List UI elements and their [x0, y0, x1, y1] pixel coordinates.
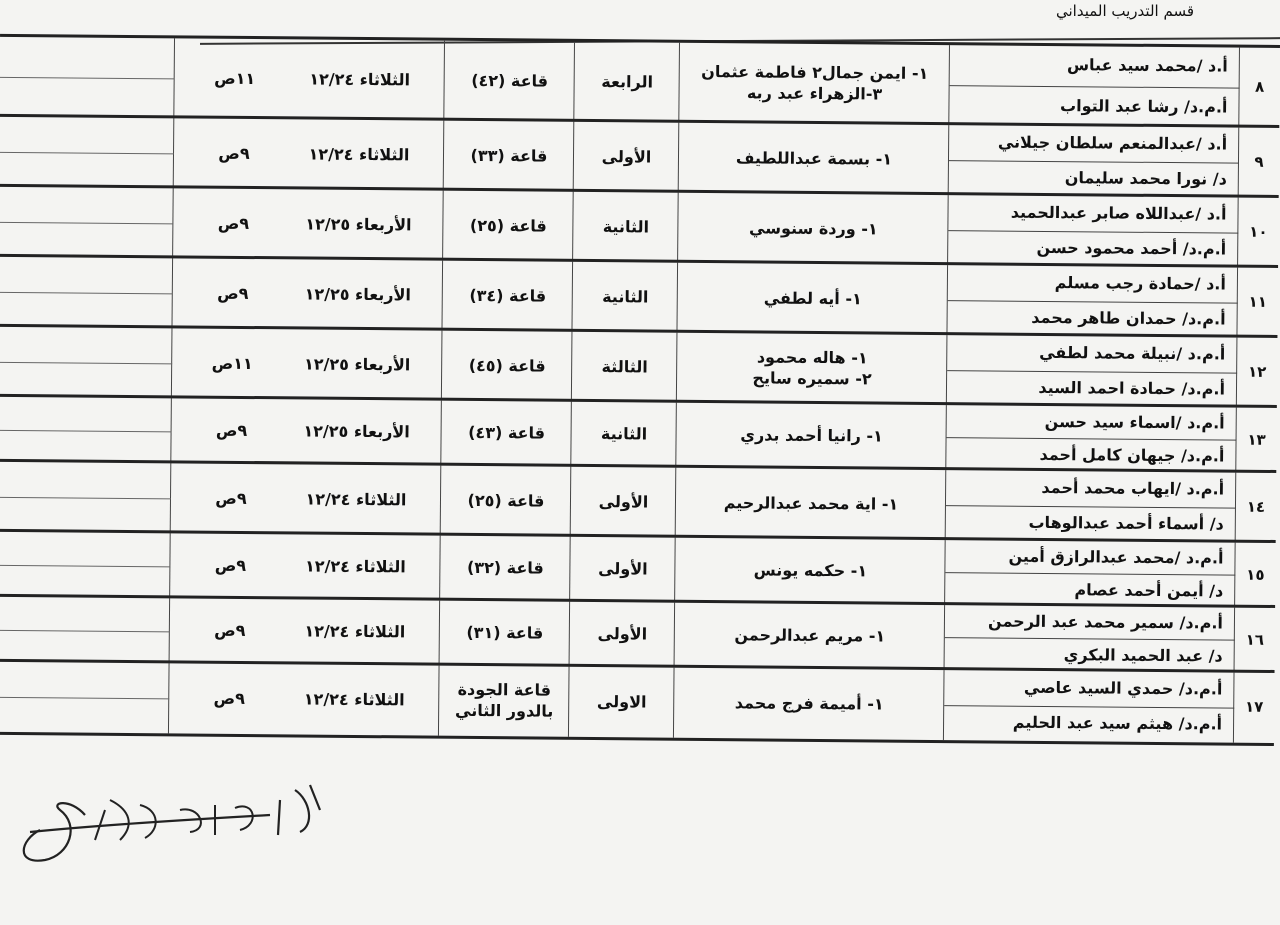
signature [10, 770, 340, 880]
row-number: ١٠ [1237, 198, 1279, 268]
room-cell [441, 261, 573, 332]
level-cell: الأولى [573, 122, 680, 193]
date-time-cell [173, 118, 445, 190]
table-row [0, 659, 1275, 746]
exam-time: ١١ص [211, 353, 253, 373]
blank-cell [0, 37, 175, 119]
supervisors-cell [948, 125, 1240, 198]
exam-day: الثلاثاء ١٢/٢٤ [304, 556, 406, 577]
exam-day: الثلاثاء ١٢/٢٤ [308, 144, 410, 165]
student-line-1: ١- ايمن جمال٢ فاطمة عثمان [701, 62, 929, 84]
students-cell [675, 468, 947, 540]
student-line-1: ١- وردة سنوسي [749, 217, 878, 239]
supervisors-cell [948, 45, 1240, 128]
level-cell: الثالثة [571, 332, 678, 403]
students-cell [674, 603, 946, 670]
date-time-cell [169, 533, 441, 600]
date-time-cell [171, 258, 443, 330]
date-time-cell [168, 663, 440, 735]
blank-cell [0, 397, 172, 464]
table-row [0, 34, 1280, 128]
exam-time: ٩ص [213, 688, 245, 708]
blank-cell [0, 117, 174, 189]
room-cell [443, 121, 575, 192]
supervisor-2: د/ أيمن أحمد عصام [945, 572, 1235, 608]
room-line-1: قاعة (٢٥) [467, 490, 545, 511]
supervisor-1: أ.م.د /ايهاب محمد أحمد [1041, 477, 1225, 499]
students-cell [675, 403, 947, 470]
supervisor-1: أ.د /محمد سيد عباس [1066, 55, 1228, 76]
date-time-cell [172, 188, 444, 260]
student-line-1: ١- هاله محمود [756, 347, 868, 368]
supervisors-cell [944, 605, 1236, 673]
exam-day: الثلاثاء ١٢/٢٤ [303, 689, 405, 709]
room-line-1: قاعة (٤٥) [468, 355, 546, 376]
room-cell [439, 536, 571, 602]
supervisors-cell [944, 540, 1236, 608]
room-line-1: قاعة (٢٥) [469, 215, 547, 236]
supervisor-1: أ.م.د/ سمير محمد عبد الرحمن [988, 611, 1224, 633]
exam-time: ٩ص [214, 620, 246, 641]
room-line-1: قاعة (٤٣) [468, 423, 546, 443]
room-cell [440, 401, 572, 467]
supervisor-1: أ.م.د /نبيلة محمد لطفي [1039, 342, 1226, 364]
exam-time: ٩ص [215, 420, 248, 441]
supervisor-2: أ.م.د/ أحمد محمود حسن [948, 230, 1238, 268]
exam-time: ٩ص [217, 213, 250, 233]
row-number: ١٧ [1233, 673, 1275, 743]
blank-cell [0, 187, 174, 259]
level-cell: الثانية [572, 192, 679, 263]
supervisor-2: أ.م.د/ هيثم سيد عبد الحليم [944, 705, 1234, 743]
students-cell [677, 193, 949, 265]
supervisors-cell [943, 670, 1235, 743]
students-cell [678, 123, 950, 195]
room-line-1: قاعة (٣٤) [469, 285, 547, 306]
level-cell: الأولى [569, 602, 676, 668]
exam-time: ٩ص [218, 143, 250, 163]
row-number: ١٢ [1236, 338, 1278, 408]
supervisors-cell [945, 470, 1237, 543]
supervisor-2: أ.م.د/ حمادة احمد السيد [947, 370, 1237, 408]
supervisor-1: أ.م.د/ حمدي السيد عاصي [1023, 677, 1223, 699]
blank-cell [0, 597, 170, 664]
students-cell [676, 333, 948, 405]
supervisors-cell [947, 195, 1239, 268]
row-number: ١٦ [1234, 608, 1276, 673]
exam-time: ١١ص [214, 68, 256, 88]
date-time-cell [173, 38, 445, 120]
supervisor-1: أ.د /حمادة رجب مسلم [1054, 272, 1226, 294]
level-cell: الثانية [570, 402, 677, 468]
row-number: ١٣ [1235, 408, 1277, 473]
supervisors-cell [945, 405, 1237, 473]
exam-day: الثلاثاء ١٢/٢٤ [305, 489, 407, 509]
level-cell: الثانية [571, 262, 678, 333]
room-cell [441, 331, 573, 402]
exam-day: الثلاثاء ١٢/٢٤ [304, 621, 406, 642]
room-line-1: قاعة (٣١) [466, 623, 544, 643]
page-header [894, 2, 1194, 20]
exam-day: الأربعاء ١٢/٢٥ [304, 284, 412, 305]
schedule-table [0, 34, 1280, 760]
student-line-1: ١- أيه لطفي [763, 288, 862, 308]
supervisor-2: أ.م.د/ رشا عبد التواب [949, 85, 1239, 128]
blank-cell [0, 462, 171, 534]
students-cell [676, 263, 948, 335]
row-number: ١٤ [1235, 473, 1277, 543]
exam-day: الأربعاء ١٢/٢٥ [303, 421, 410, 442]
room-cell [439, 601, 571, 667]
level-cell: الأولى [570, 467, 677, 538]
supervisor-1: أ.د /عبدالمنعم سلطان جيلاني [997, 132, 1228, 154]
students-cell [674, 538, 946, 605]
exam-time: ٩ص [214, 555, 247, 576]
student-line-1: ١- مريم عبدالرحمن [734, 625, 886, 646]
room-line-1: قاعة (٣٣) [470, 145, 548, 166]
date-time-cell [171, 328, 443, 400]
row-number: ١٥ [1234, 543, 1276, 608]
room-cell [442, 191, 574, 262]
exam-day: الثلاثاء ١٢/٢٤ [309, 69, 411, 90]
supervisor-2: د/ عبد الحميد البكري [945, 637, 1235, 673]
room-cell [440, 466, 572, 537]
room-line-1: قاعة (٤٢) [471, 70, 549, 91]
room-line-2: بالدور الثاني [454, 700, 554, 721]
exam-day: الأربعاء ١٢/٢٥ [303, 354, 411, 375]
blank-cell [0, 532, 171, 599]
room-cell [438, 666, 570, 737]
room-line-1: قاعة (٣٢) [466, 558, 544, 578]
supervisor-1: أ.م.د /اسماء سيد حسن [1044, 411, 1225, 433]
supervisor-1: أ.م.د /محمد عبدالرازق أمين [1008, 546, 1224, 568]
exam-day: الأربعاء ١٢/٢٥ [305, 214, 412, 235]
student-line-1: ١- اية محمد عبدالرحيم [723, 492, 899, 514]
room-line-1: قاعة الجودة [457, 680, 552, 700]
supervisor-2: د/ أسماء أحمد عبدالوهاب [946, 505, 1236, 543]
level-cell: الرابعة [573, 42, 680, 123]
date-time-cell [169, 598, 441, 665]
student-line-1: ١- رانيا أحمد بدري [740, 425, 883, 446]
exam-time: ٩ص [215, 488, 247, 508]
student-line-2: ٢- سميره سايح [752, 368, 872, 389]
date-time-cell [170, 463, 442, 535]
student-line-1: ١- أميمة فرج محمد [734, 692, 884, 714]
level-cell: الأولى [569, 537, 676, 603]
students-cell [678, 43, 950, 125]
supervisor-2: أ.م.د/ جيهان كامل أحمد [946, 437, 1236, 473]
row-number: ٨ [1238, 48, 1280, 128]
supervisors-cell [946, 335, 1238, 408]
students-cell [673, 668, 945, 740]
row-number: ٩ [1238, 128, 1280, 198]
level-cell: الاولى [568, 667, 675, 738]
supervisor-2: د/ نورا محمد سليمان [949, 160, 1239, 198]
blank-cell [0, 662, 170, 734]
supervisors-cell [946, 265, 1238, 338]
date-time-cell [170, 398, 442, 465]
supervisor-1: أ.د /عبداللاه صابر عبدالحميد [1010, 202, 1227, 224]
student-line-2: ٣-الزهراء عبد ربه [746, 83, 883, 104]
row-number: ١١ [1236, 268, 1278, 338]
exam-time: ٩ص [217, 283, 249, 303]
supervisor-2: أ.م.د/ حمدان طاهر محمد [947, 300, 1237, 338]
blank-cell [0, 327, 172, 399]
student-line-1: ١- حكمه يونس [753, 560, 868, 581]
student-line-1: ١- بسمة عبداللطيف [735, 147, 893, 169]
room-cell [443, 41, 575, 122]
department-title: قسم التدريب الميداني [1055, 2, 1194, 20]
blank-cell [0, 257, 173, 329]
